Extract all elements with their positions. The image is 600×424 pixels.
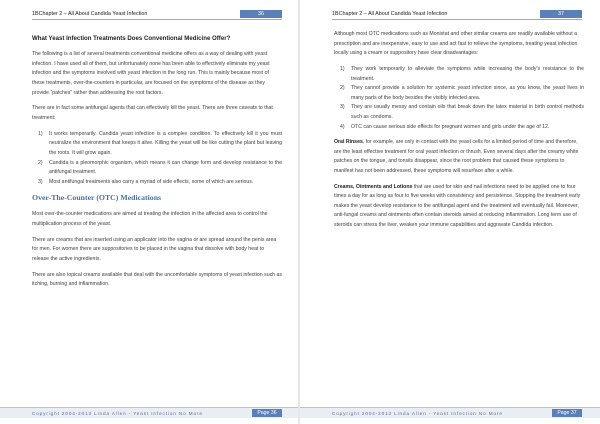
right-page-footer [300,407,600,418]
subheading: Over-The-Counter (OTC) Medications [32,193,162,203]
list-text: It works temporarily. Candida yeast infection is a complex condition. To effectively kill it you must neutralize the environment that keeps it alive. Killing the yeast will be like cutting the plant but leaving the roots. It will grow again. [49,130,282,156]
list-text: Candida is a pleomorphic organism, which means it can change form and develop resistance to the antifungal treatment. [49,159,282,176]
section-heading: What Yeast Infection Treatments Does Conventional Medicine Offer? [32,35,231,42]
list-text: They work temporarily to alleviate the symptoms while increasing the body’s resistance to the treatment. [351,65,584,82]
list-item [334,103,584,122]
right-page-body [334,30,584,237]
header-rule [332,19,582,20]
disadvantages-list [334,65,584,132]
list-number: 4) [340,123,345,130]
list-item [32,159,282,178]
creams-text: that are used for skin and nail infections need to be applied one to four times a day for as long as four to five weeks with consistency and persistence. Stopping the treatment early makes the yeast develop resistance to the antifungal agent and the treatment will eventually fail. Moreover, anti-fungal creams and ointments often contain steroids aimed at reducing inflammation. Long term use of steroids can stress the liver, weaken your immune capabilities and aggravate Candida infection. [334,183,581,229]
left-page-body [32,34,282,296]
list-item [32,178,282,188]
paragraph-creams [334,183,584,231]
caveats-list [32,130,282,188]
list-number: 3) [38,178,43,185]
left-page-header [32,10,282,20]
oral-rinses-label: Oral Rinses [334,139,363,146]
list-number: 1) [38,130,43,137]
footer-copyright: Copyright 2004-2013 Linda Allen - Yeast Infection No More [32,411,203,416]
paragraph: Most over-the-counter medications are aimed at treating the infection in the affected area to control the multiplication process of the yeast. [32,211,268,227]
list-text: Most antifungal treatments also carry a myriad of side effects, some of which are serious. [49,178,254,185]
footer-page-number: Page 36 [252,409,282,417]
list-number: 1) [340,65,345,72]
header-title: 1BChapter 2 – All About Candida Yeast Infection [32,11,148,17]
list-number: 2) [38,159,43,166]
paragraph: Although most OTC medications such as Monistat and other similar creams are readily available without a prescription and are inexpensive, easy to use and act fast to relieve the symptoms, treating yeast infection locally using a cream or suppository have clear disadvantages: [334,31,578,57]
paragraph: There are also topical creams available that deal with the uncomfortable symptoms of yeast infection such as itching, burning and inflammation. [32,271,282,288]
left-page-footer [0,407,300,418]
creams-label: Creams, Ointments and Lotions [334,183,413,190]
header-page-number: 37 [540,10,582,18]
paragraph: There are creams that are inserted using an applicator into the vagina or are spread around the penis area for men. For women there are suppositories to be placed in the vagina that dissolve with body heat to release the active ingredients. [32,236,277,262]
list-text: They cannot provide a solution for systemic yeast infection since, as you know, the yeast lives in many parts of the body besides the visibly infected area. [351,85,584,101]
list-text: OTC can cause serious side effects for pregnant women and girls under the age of 12. [351,123,550,130]
list-item [32,130,282,159]
footer-copyright: Copyright 2004-2013 Linda Allen - Yeast Infection No More [332,411,503,416]
right-page-header [332,10,582,20]
paragraph: The following is a list of several treatments conventional medicine offers as a way of dealing with yeast infection. I have used all of them, but unfortunately none has been able to effectively eliminate my yeast infection and the symptoms involved with yeast infection in the long run. This is mainly because most of these treatments, over-the-counters in particular, are focused on the symptoms of the disease as they provide “patches” rather than addressing the root factors. [32,51,270,96]
list-item [334,65,584,84]
right-page [300,0,600,424]
paragraph-oral-rinses [334,138,584,176]
list-text: They are usually messy and contain oils that break down the latex material in birth control methods such as condoms. [351,104,584,120]
list-item [334,84,584,103]
header-title: 1BChapter 2 – All About Candida Yeast Infection [332,11,448,17]
oral-rinses-text: , for example, are only in contact with the yeast cells for a limited period of time and therefore, are the least effective treatment for oral yeast infection or thrush. Even several days after the creamy white patches on the tongue, and tonsils disappear, since the root problem that caused these symptoms to manifest has not been addressed, these symptoms will resurface after a while. [334,139,579,174]
list-number: 2) [340,85,345,92]
list-number: 3) [340,104,345,111]
header-rule [32,19,282,20]
list-item [334,123,584,133]
footer-page-number: Page 37 [552,409,582,417]
header-page-number: 36 [240,10,282,18]
paragraph: There are in fact some antifungal agents that can effectively kill the yeast. There are three caveats to that treatment: [32,105,273,121]
